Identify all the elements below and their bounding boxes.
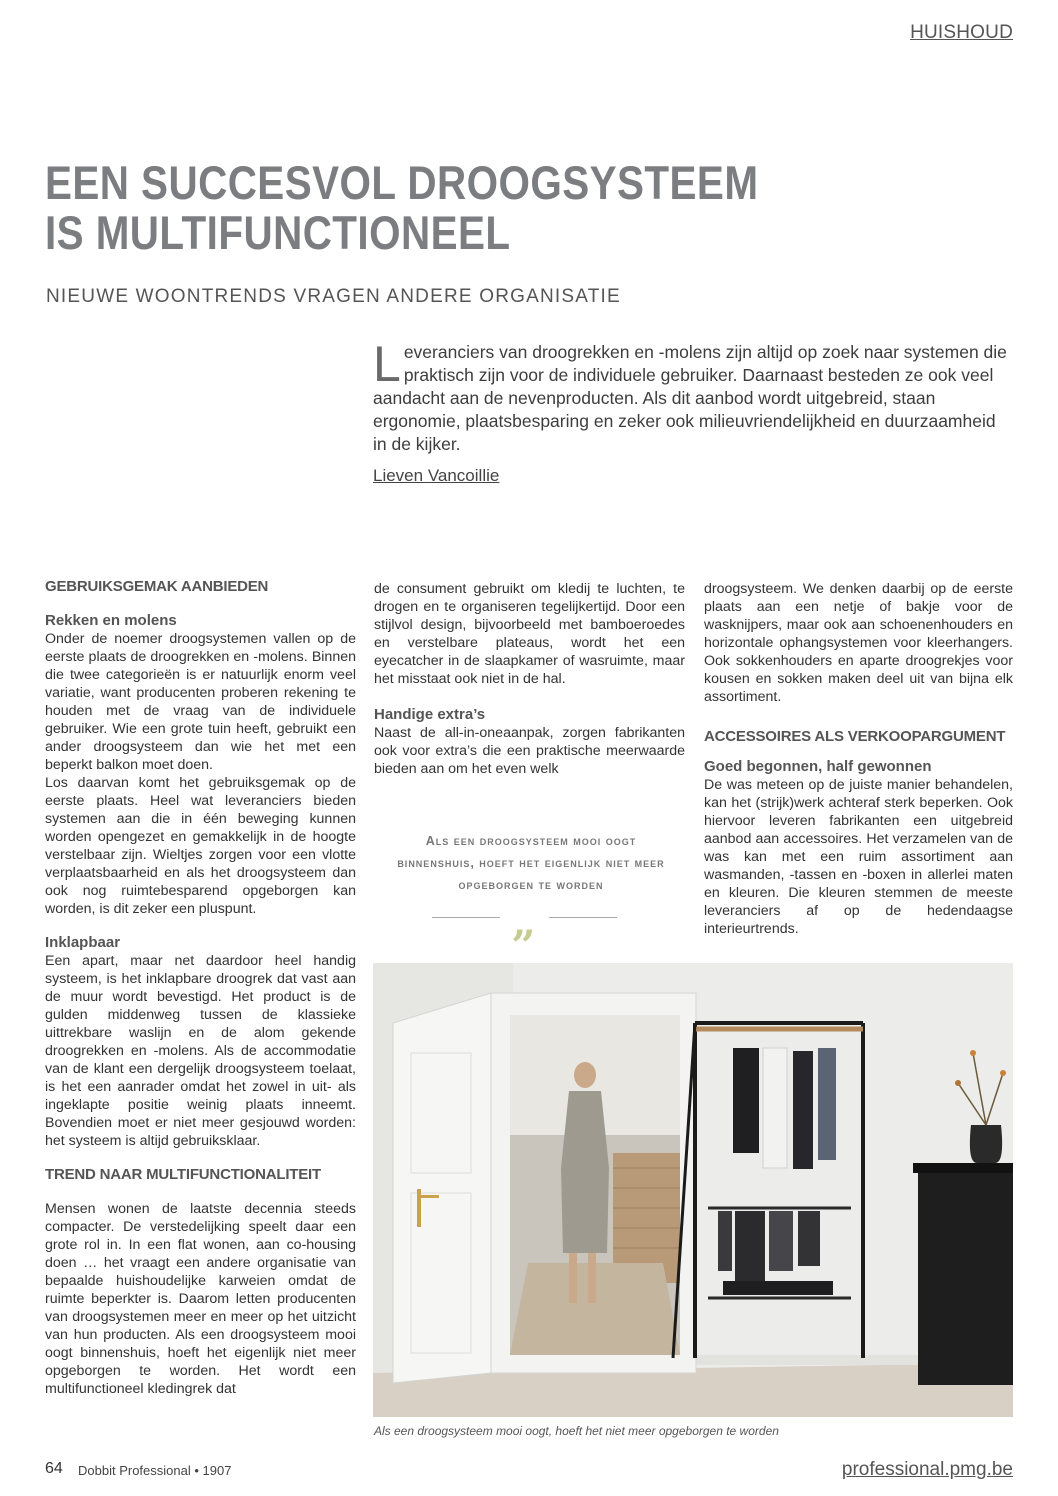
article-subtitle: NIEUWE WOONTRENDS VRAGEN ANDERE ORGANISATIE [46, 286, 621, 307]
title-line-1: EEN SUCCESVOL DROOGSYSTEEM [45, 156, 759, 209]
section-label[interactable]: HUISHOUD [910, 22, 1013, 43]
column-3 [704, 580, 1013, 938]
paragraph-inklapbaar: Een apart, maar net daardoor heel handig systeem, is het inklapbare droogrek dat vast aan de muur wordt bevestigd. Het product is de gulden middenweg tussen de klassieke uittrekbare waslijn en de alom gekende droogrekken en -molens. Als de accommodatie van de klant een dergelijk droogsysteem toelaat, is het een aanrader omdat het zowel in uit- als ingeklapte positie weinig plaats inneemt. Bovendien moet er niet meer gesjouwd worden: het systeem is altijd gebruiksklaar. [45, 953, 356, 1149]
subheading-goed-begonnen: Goed begonnen, half gewonnen [704, 758, 932, 775]
quote-mark-divider [432, 897, 617, 946]
publication-name: Dobbit Professional • 1907 [78, 1463, 232, 1478]
paragraph-col3-continued: droogsysteem. We denken daarbij op de eerste plaats aan een netje of bakje voor de wasknijpers, maar ook aan schoenenhouders en horizontale ophangsystemen voor kleerhangers. Ook sokkenhouders en aparte droogrekjes voor kousen en sokken maken deel uit van bijna elk assortiment. [704, 581, 1013, 705]
article-photo [373, 963, 1013, 1417]
website-link[interactable]: professional.pmg.be [841, 1459, 1013, 1480]
subheading-rekken: Rekken en molens [45, 612, 177, 629]
divider-line-left [432, 917, 500, 918]
article-title [45, 158, 819, 258]
photo-caption: Als een droogsysteem mooi oogt, hoeft het niet meer opgeborgen te worden [374, 1424, 779, 1438]
column-2 [374, 580, 685, 778]
divider-line-right [549, 917, 617, 918]
quote-mark-icon: „ [512, 897, 537, 946]
column-1 [45, 578, 356, 1398]
subheading-handige: Handige extra’s [374, 706, 486, 723]
intro-paragraph [373, 336, 1013, 456]
intro-dropcap: L [373, 336, 401, 392]
paragraph-col2-continued: de consument gebruikt om kledij te luchten, te drogen en te organiseren tegelijkertijd. Door een stijlvol design, bijvoorbeeld met bamboeroedes en verstelbare plateaus, wordt het een eyecatcher in de slaapkamer of wasruimte, maar het misstaat ook niet in de hal. [374, 581, 685, 687]
interior-photo-illustration [373, 963, 1013, 1417]
page-number: 64 [45, 1460, 63, 1477]
author-link[interactable]: Lieven Vancoillie [373, 466, 500, 485]
subheading-inklapbaar: Inklapbaar [45, 934, 121, 951]
paragraph-goed-begonnen: De was meteen op de juiste manier behandelen, kan het (strijk)werk achteraf sterk beperken. Ook hiervoor leveren fabrikanten een uitgebreid aanbod aan accessoires. Het verzamelen van de was kan met een ruim assortiment aan wasmanden, -tassen en -boxen in allerlei maten en kleuren. Die kleuren stemmen de meeste leveranciers af op de hedendaagse interieurtrends. [704, 777, 1013, 937]
heading-trend: TREND NAAR MULTIFUNCTIONALITEIT [45, 1166, 321, 1183]
intro-text: everanciers van droogrekken en -molens zijn altijd op zoek naar systemen die praktisch zijn voor de individuele gebruiker. Daarnaast besteden ze ook veel aandacht aan de nevenproducten. Als dit aanbod wordt uitgebreid, staan ergonomie, plaatsbesparing en zeker ook milieuvriendelijkheid en duurzaamheid in de kijker. [373, 342, 1007, 454]
paragraph-handige: Naast de all-in-oneaanpak, zorgen fabrikanten ook voor extra’s die een praktische meerwaarde bieden aan om het even welk [374, 725, 685, 777]
paragraph-rekken-1: Onder de noemer droogsystemen vallen op de eerste plaats de droogrekken en -molens. Binnen die twee categorieën is er natuurlijk enorm veel variatie, want producenten proberen rekening te houden met de vraag van de individuele gebruiker. Wie een grote tuin heeft, gebruikt een ander droogsysteem dan wie het met een beperkt balkon moet doen. [45, 631, 356, 773]
paragraph-trend: Mensen wonen de laatste decennia steeds compacter. De verstedelijking speelt daar een grote rol in. In een flat wonen, aan co-housing doen … het vraagt een andere organisatie van bepaalde huishoudelijke karweien omdat de ruimte beperkter is. Daarom letten producenten van droogsystemen meer en meer op het uitzicht van hun producten. Als een droogsysteem mooi oogt binnenshuis, hoeft het eigenlijk niet meer opgeborgen te worden. Het wordt een multifunctioneel kledingrek dat [45, 1201, 356, 1397]
heading-gebruiksgemak: GEBRUIKSGEMAK AANBIEDEN [45, 578, 269, 595]
title-line-2: IS MULTIFUNCTIONEEL [45, 206, 511, 259]
paragraph-rekken-2: Los daarvan komt het gebruiksgemak op de eerste plaats. Heel wat leveranciers bieden systemen aan die in één beweging kunnen worden opengezet en gemakkelijk in de hoogte verstelbaar zijn. Wieltjes zorgen voor een vlotte verplaatsbaarheid en als het droogsysteem dan ook nog ruimtebesparend opgeborgen kan worden, is dit zeker een pluspunt. [45, 775, 356, 917]
pull-quote: Als een droogsysteem mooi oogt binnenshuis, hoeft het eigenlijk niet meer opgeborgen te worden [397, 834, 665, 892]
heading-accessoires: ACCESSOIRES ALS VERKOOPARGUMENT [704, 728, 1006, 745]
